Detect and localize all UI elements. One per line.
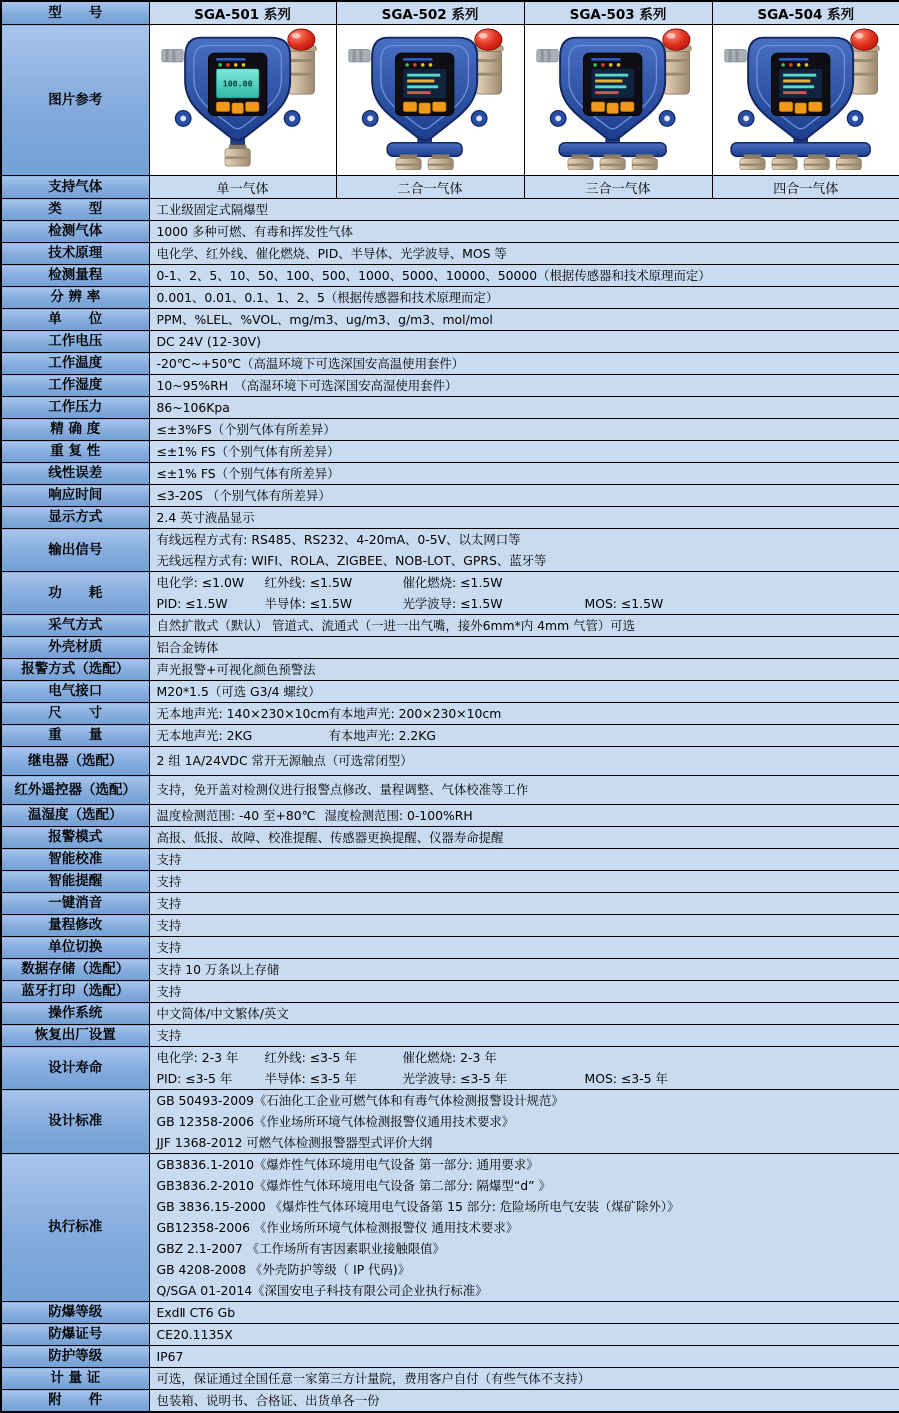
image-row-label: 图片参考 (1, 25, 149, 176)
spec-row (1, 331, 899, 353)
model-header-sga-504: SGA-504 系列 (712, 1, 899, 25)
spec-text-col: 半导体: ≤1.5W (264, 596, 353, 611)
spec-row-label: 单位切换 (1, 937, 149, 959)
spec-text-col: 温度检测范围: -40 至+80℃ (156, 808, 316, 823)
spec-row-value (149, 681, 899, 703)
spec-text: 支持 (156, 1028, 182, 1043)
spec-text-columns (157, 1068, 893, 1089)
spec-text: 2.4 英寸液晶显示 (156, 510, 255, 525)
lcd-reading: 100.00 (222, 78, 253, 89)
product-cell-sga-501 (149, 25, 336, 176)
model-header-sga-503: SGA-503 系列 (524, 1, 712, 25)
spec-row-label: 电气接口 (1, 681, 149, 703)
spec-row-value (149, 1025, 899, 1047)
spec-text: 2 组 1A/24VDC 常开无源触点（可选常闭型） (156, 753, 413, 768)
spec-row-label: 智能提醒 (1, 871, 149, 893)
product-cell-sga-502 (336, 25, 524, 176)
spec-text: PPM、%LEL、%VOL、mg/m3、ug/m3、g/m3、mol/mol (156, 312, 493, 327)
spec-row-value (149, 703, 899, 725)
model-header-row (1, 1, 899, 25)
spec-text: 10~95%RH （高湿环境下可选深国安高湿使用套件） (156, 378, 458, 393)
model-header-sga-502: SGA-502 系列 (336, 1, 524, 25)
spec-text-col: 光学波导: ≤1.5W (402, 596, 503, 611)
spec-row (1, 441, 899, 463)
spec-text-columns (157, 593, 893, 614)
spec-row (1, 615, 899, 637)
spec-row-value (149, 871, 899, 893)
spec-text: GB 4208-2008 《外壳防护等级（ IP 代码)》 (156, 1262, 411, 1277)
spec-row-label: 显示方式 (1, 507, 149, 529)
spec-row-value (149, 309, 899, 331)
spec-row-label: 工作温度 (1, 353, 149, 375)
spec-row (1, 1346, 899, 1368)
spec-text: 声光报警+可视化颜色预警法 (156, 662, 316, 677)
spec-row-value (149, 353, 899, 375)
spec-row-value (149, 243, 899, 265)
spec-text-col: 催化燃烧: ≤1.5W (402, 575, 503, 590)
spec-row-value (149, 463, 899, 485)
spec-row-label: 操作系统 (1, 1003, 149, 1025)
spec-text: 0-1、2、5、10、50、100、500、1000、5000、10000、50000（根据传感器和技术原理而定） (156, 268, 711, 283)
gas-detector-image (717, 155, 895, 174)
spec-row (1, 959, 899, 981)
spec-row (1, 827, 899, 849)
spec-row (1, 893, 899, 915)
spec-row-value (149, 529, 899, 572)
spec-text: CE20.1135X (156, 1327, 233, 1342)
spec-row-value (149, 1154, 899, 1302)
spec-text-columns (157, 1047, 893, 1068)
spec-row (1, 659, 899, 681)
spec-text: GB3836.2-2010《爆炸性气体环境用电气设备 第二部分: 隔爆型“d” 》 (156, 1178, 551, 1193)
gas-type-sga-502: 二合一气体 (336, 176, 524, 199)
spec-text: 自然扩散式（默认） 管道式、流通式（一进一出气嘴，接外6mm*内 4mm 气管）可选 (156, 618, 636, 633)
spec-row (1, 353, 899, 375)
gas-row (1, 176, 899, 199)
spec-row-value (149, 1346, 899, 1368)
spec-row-value (149, 331, 899, 353)
spec-text: IP67 (156, 1349, 184, 1364)
spec-row (1, 265, 899, 287)
spec-text-col: 湿度检测范围: 0-100%RH (324, 808, 473, 823)
spec-row (1, 871, 899, 893)
spec-text: 有线远程方式有: RS485、RS232、4-20mA、0-5V、以太网口等 (156, 532, 521, 547)
gas-type-sga-503: 三合一气体 (524, 176, 712, 199)
spec-text: GB3836.1-2010《爆炸性气体环境用电气设备 第一部分: 通用要求》 (156, 1157, 539, 1172)
spec-row-value (149, 441, 899, 463)
spec-text: 可选，保证通过全国任意一家第三方计量院，费用客户自付（有些气体不支持） (156, 1371, 591, 1386)
spec-text: 支持 (156, 984, 182, 999)
spec-row-label: 设计寿命 (1, 1047, 149, 1090)
spec-row-value (149, 981, 899, 1003)
spec-row-label: 检测量程 (1, 265, 149, 287)
spec-text: GB 3836.15-2000 《爆炸性气体环境用电气设备第 15 部分: 危险场所电气安装（煤矿除外）》 (156, 1199, 680, 1214)
spec-row-value (149, 1324, 899, 1346)
spec-text: 铝合金铸体 (156, 640, 219, 655)
spec-row-value (149, 221, 899, 243)
spec-text: 支持 (156, 918, 182, 933)
spec-text-columns (157, 572, 893, 593)
spec-text: DC 24V (12-30V) (156, 334, 261, 349)
spec-row-label: 温湿度（选配） (1, 805, 149, 827)
spec-row-value (149, 572, 899, 615)
spec-row (1, 529, 899, 572)
spec-row-label: 采气方式 (1, 615, 149, 637)
spec-row-label: 精 确 度 (1, 419, 149, 441)
spec-row-label: 计 量 证 (1, 1368, 149, 1390)
spec-text: 支持 (156, 852, 182, 867)
spec-row-value (149, 805, 899, 827)
spec-row-label: 线性误差 (1, 463, 149, 485)
spec-row (1, 1154, 899, 1302)
spec-text: ≤±3%FS（个别气体有所差异） (156, 422, 336, 437)
spec-row-value (149, 375, 899, 397)
product-cell-sga-504 (712, 25, 899, 176)
spec-row (1, 1302, 899, 1324)
spec-text-col: PID: ≤3-5 年 (156, 1071, 233, 1086)
spec-row-value (149, 1390, 899, 1413)
spec-row (1, 937, 899, 959)
spec-row-value (149, 199, 899, 221)
spec-row-label: 功 耗 (1, 572, 149, 615)
spec-text-col: PID: ≤1.5W (156, 596, 228, 611)
spec-row-value (149, 615, 899, 637)
spec-text: ExdⅡ CT6 Gb (156, 1305, 236, 1320)
spec-text: 支持 10 万条以上存储 (156, 962, 280, 977)
spec-row-value (149, 747, 899, 776)
spec-row (1, 1368, 899, 1390)
spec-row-value (149, 1047, 899, 1090)
spec-text-columns (157, 703, 893, 724)
spec-text: 支持 (156, 874, 182, 889)
spec-row (1, 375, 899, 397)
spec-text: 支持，免开盖对检测仪进行报警点修改、量程调整、气体校准等工作 (156, 782, 529, 797)
spec-text-col: 有本地声光: 2.2KG (328, 728, 436, 743)
spec-text-columns (157, 725, 893, 746)
model-header-label: 型 号 (1, 1, 149, 25)
spec-row (1, 287, 899, 309)
gas-detector-illustration (154, 26, 332, 170)
spec-row-value (149, 637, 899, 659)
spec-text: 电化学、红外线、催化燃烧、PID、半导体、光学波导、MOS 等 (156, 246, 507, 261)
spec-text-col: MOS: ≤3-5 年 (584, 1071, 668, 1086)
spec-text-col: 有本地声光: 200×230×10cm (328, 706, 502, 721)
spec-text-col: 无本地声光: 2KG (156, 728, 253, 743)
spec-row-label: 智能校准 (1, 849, 149, 871)
spec-row-label: 类 型 (1, 199, 149, 221)
gas-detector-image (341, 155, 519, 174)
spec-row-value (149, 1302, 899, 1324)
spec-row (1, 485, 899, 507)
gas-row-label: 支持气体 (1, 176, 149, 199)
spec-row-label: 防护等级 (1, 1346, 149, 1368)
spec-row (1, 805, 899, 827)
spec-text-col: 红外线: ≤1.5W (264, 575, 353, 590)
spec-row-value (149, 419, 899, 441)
spec-row (1, 637, 899, 659)
spec-row (1, 199, 899, 221)
spec-row-label: 工作湿度 (1, 375, 149, 397)
spec-row-value (149, 659, 899, 681)
spec-row-value (149, 915, 899, 937)
spec-text-col: 半导体: ≤3-5 年 (264, 1071, 357, 1086)
spec-row-label: 一键消音 (1, 893, 149, 915)
spec-text: 无线远程方式有: WIFI、ROLA、ZIGBEE、NOB-LOT、GPRS、蓝牙等 (156, 553, 547, 568)
spec-text: ≤3-20S （个别气体有所差异） (156, 488, 331, 503)
spec-text-columns (157, 805, 893, 826)
spec-text: GB12358-2006 《作业场所环境气体检测报警仪 通用技术要求》 (156, 1220, 519, 1235)
spec-row-value (149, 1003, 899, 1025)
gas-detector-illustration (341, 26, 519, 170)
spec-row (1, 463, 899, 485)
spec-row (1, 703, 899, 725)
spec-row-value (149, 937, 899, 959)
spec-text: 0.001、0.01、0.1、1、2、5（根据传感器和技术原理而定） (156, 290, 499, 305)
spec-text: M20*1.5（可选 G3/4 螺纹） (156, 684, 321, 699)
spec-row (1, 419, 899, 441)
spec-row-label: 重 复 性 (1, 441, 149, 463)
spec-row (1, 1025, 899, 1047)
spec-row-label: 检测气体 (1, 221, 149, 243)
spec-row-label: 附 件 (1, 1390, 149, 1413)
spec-text: 86~106Kpa (156, 400, 230, 415)
spec-text: GB 12358-2006《作业场所环境气体检测报警仪通用技术要求》 (156, 1114, 515, 1129)
spec-row (1, 572, 899, 615)
spec-text: Q/SGA 01-2014《深国安电子科技有限公司企业执行标准》 (156, 1283, 488, 1298)
spec-row-label: 恢复出厂设置 (1, 1025, 149, 1047)
spec-row (1, 681, 899, 703)
spec-row (1, 1390, 899, 1413)
spec-row-value (149, 776, 899, 805)
spec-text: 支持 (156, 896, 182, 911)
spec-row-label: 量程修改 (1, 915, 149, 937)
spec-row (1, 915, 899, 937)
model-header-sga-501: SGA-501 系列 (149, 1, 336, 25)
spec-row-label: 蓝牙打印（选配） (1, 981, 149, 1003)
spec-row-label: 红外遥控器（选配） (1, 776, 149, 805)
spec-row (1, 507, 899, 529)
spec-text-col: 电化学: ≤1.0W (156, 575, 245, 590)
spec-row (1, 747, 899, 776)
spec-text: 支持 (156, 940, 182, 955)
spec-row-label: 数据存储（选配） (1, 959, 149, 981)
spec-text: GBZ 2.1-2007 《工作场所有害因素职业接触限值》 (156, 1241, 445, 1256)
spec-row-label: 报警模式 (1, 827, 149, 849)
spec-row (1, 1047, 899, 1090)
gas-detector-image (529, 155, 707, 174)
spec-text-col: 无本地声光: 140×230×10cm (156, 706, 330, 721)
spec-row-value (149, 1368, 899, 1390)
spec-row (1, 849, 899, 871)
spec-row-value (149, 893, 899, 915)
spec-text: GB 50493-2009《石油化工企业可燃气体和有毒气体检测报警设计规范》 (156, 1093, 564, 1108)
spec-row-value (149, 827, 899, 849)
spec-row-value (149, 849, 899, 871)
spec-text: JJF 1368-2012 可燃气体检测报警器型式评价大纲 (156, 1135, 433, 1150)
spec-row-label: 单 位 (1, 309, 149, 331)
spec-text: ≤±1% FS（个别气体有所差异） (156, 466, 340, 481)
spec-text-col: 光学波导: ≤3-5 年 (402, 1071, 508, 1086)
gas-detector-illustration (529, 26, 707, 170)
spec-row (1, 725, 899, 747)
spec-row (1, 221, 899, 243)
spec-text: 高报、低报、故障、校准提醒、传感器更换提醒、仪器寿命提醒 (156, 830, 504, 845)
spec-row-value (149, 397, 899, 419)
spec-row-label: 防爆等级 (1, 1302, 149, 1324)
spec-row-label: 执行标准 (1, 1154, 149, 1302)
spec-text: 包装箱、说明书、合格证、出货单各一份 (156, 1393, 380, 1408)
spec-row-label: 继电器（选配） (1, 747, 149, 776)
spec-text: 1000 多种可燃、有毒和挥发性气体 (156, 224, 354, 239)
spec-text-col: MOS: ≤1.5W (584, 596, 664, 611)
spec-text: 中文简体/中文繁体/英文 (156, 1006, 289, 1021)
spec-row (1, 397, 899, 419)
spec-row (1, 1003, 899, 1025)
spec-row (1, 309, 899, 331)
spec-row-label: 输出信号 (1, 529, 149, 572)
gas-type-sga-504: 四合一气体 (712, 176, 899, 199)
spec-text-col: 催化燃烧: 2-3 年 (402, 1050, 497, 1065)
gas-detector-image (154, 78, 332, 174)
spec-row-label: 工作电压 (1, 331, 149, 353)
product-cell-sga-503 (524, 25, 712, 176)
spec-row-label: 工作压力 (1, 397, 149, 419)
spec-row-label: 响应时间 (1, 485, 149, 507)
spec-text-col: 电化学: 2-3 年 (156, 1050, 239, 1065)
spec-row-label: 报警方式（选配） (1, 659, 149, 681)
spec-row-label: 设计标准 (1, 1090, 149, 1154)
spec-row-value (149, 485, 899, 507)
spec-row-value (149, 1090, 899, 1154)
spec-row-label: 防爆证号 (1, 1324, 149, 1346)
spec-text: ≤±1% FS（个别气体有所差异） (156, 444, 340, 459)
gas-type-sga-501: 单一气体 (149, 176, 336, 199)
spec-row (1, 776, 899, 805)
spec-row-value (149, 725, 899, 747)
spec-row-label: 外壳材质 (1, 637, 149, 659)
spec-row-value (149, 287, 899, 309)
spec-text: 工业级固定式隔爆型 (156, 202, 269, 217)
spec-row-label: 尺 寸 (1, 703, 149, 725)
spec-text: -20℃~+50℃（高温环境下可选深国安高温使用套件） (156, 356, 465, 371)
spec-row-value (149, 959, 899, 981)
spec-row-label: 分 辨 率 (1, 287, 149, 309)
spec-row-label: 技术原理 (1, 243, 149, 265)
spec-row-value (149, 507, 899, 529)
spec-text-col: 红外线: ≤3-5 年 (264, 1050, 357, 1065)
spec-row-value (149, 265, 899, 287)
spec-row (1, 981, 899, 1003)
spec-row-label: 重 量 (1, 725, 149, 747)
spec-row (1, 1090, 899, 1154)
gas-detector-illustration (717, 26, 895, 170)
image-row (1, 25, 899, 176)
spec-row (1, 243, 899, 265)
spec-row (1, 1324, 899, 1346)
